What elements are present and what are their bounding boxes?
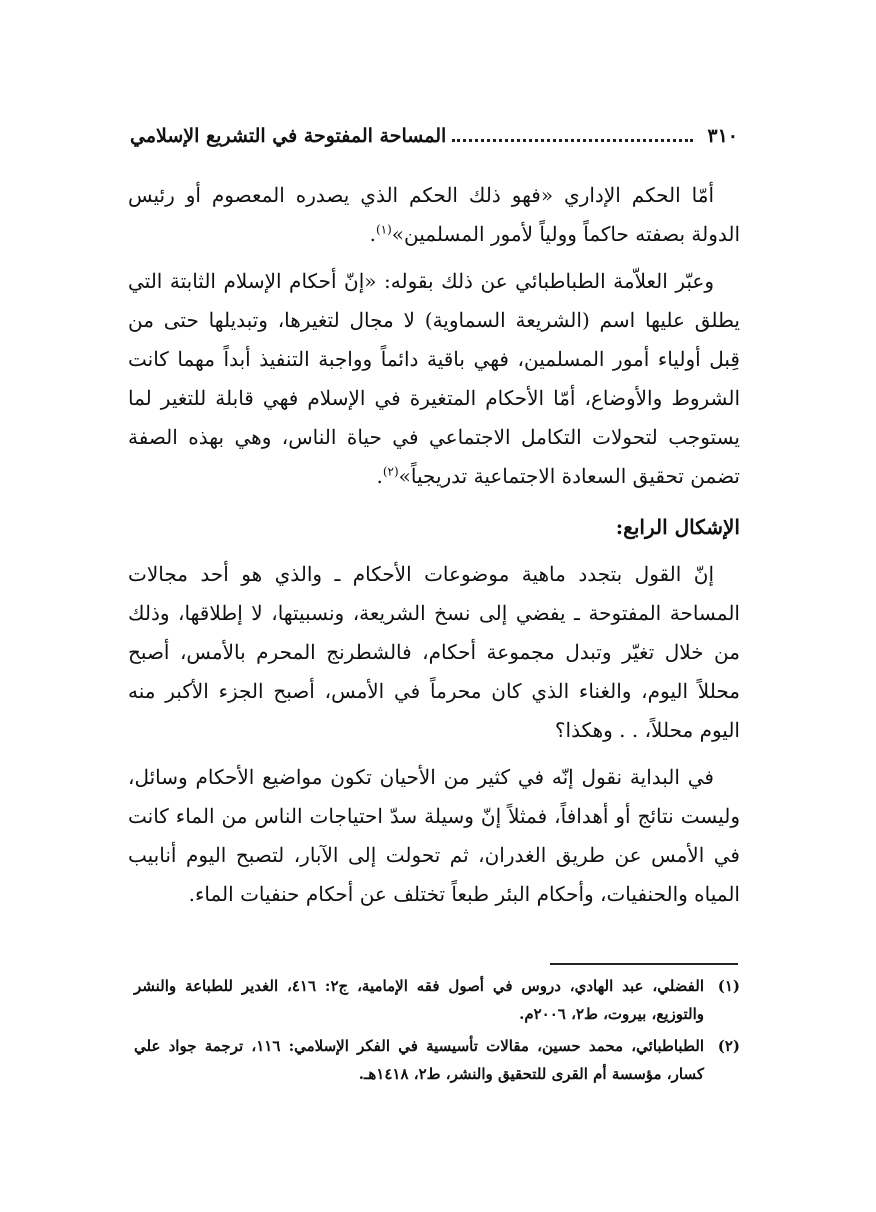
footnote-ref: (٢) <box>382 464 399 479</box>
paragraph: وعبّر العلاّمة الطباطبائي عن ذلك بقوله: «إنّ أحكام الإسلام الثابتة التي يطلق عليها اسم (الشريعة السماوية) لا مجال لتغيرها، وتبديلها حتى من قِبل أولياء أمور المسلمين، فهي باقية دائماً وواجبة التنفيذ أبداً مهما كانت الشروط والأوضاع، أمّا الأحكام المتغيرة في الإسلام فهي قابلة للتغير لما يستوجب لتحولات التكامل الاجتماعي في حياة الناس، وهي بهذه الصفة تضمن تحقيق السعادة الاجتماعية تدريجياً»$^{(٢)}$. <box>128 269 741 488</box>
section-heading: الإشكال الرابع: <box>615 515 740 539</box>
running-title: المساحة المفتوحة في التشريع الإسلامي <box>130 125 447 147</box>
footnote-text: الفضلي، عبد الهادي، دروس في أصول فقه الإمامية، ج٢: ٤١٦، الغدير للطباعة والنشر والتوزيع، بيروت، ط٢، ٢٠٠٦م. <box>134 977 704 1023</box>
paragraph: إنّ القول بتجدد ماهية موضوعات الأحكام ـ والذي هو أحد مجالات المساحة المفتوحة ـ يفضي إلى نسخ الشريعة، ونسبيتها، لا إطلاقها، وذلك من خلال تغيّر وتبدل مجموعة أحكام، فالشطرنج المحرم بالأمس، أصبح محللاً اليوم، والغناء الذي كان محرماً في الأمس، أصبح الجزء الأكبر منه اليوم محللاً، . . وهكذا؟ <box>128 562 740 742</box>
footnote-number: (١) <box>717 977 740 995</box>
footnote <box>134 1032 740 1088</box>
main-text <box>128 176 740 922</box>
footnote-separator <box>550 963 738 965</box>
footnote <box>134 972 740 1028</box>
running-header <box>130 118 738 154</box>
header-dot-leader <box>452 139 693 142</box>
footnote-number: (٢) <box>717 1037 740 1055</box>
paragraph: أمّا الحكم الإداري «فهو ذلك الحكم الذي يصدره المعصوم أو رئيس الدولة بصفته حاكماً وولياً لأمور المسلمين»$^{(١)}$. <box>128 183 740 246</box>
footnote-text: الطباطبائي، محمد حسين، مقالات تأسيسية في الفكر الإسلامي: ١١٦، ترجمة جواد علي كسار، مؤسسة أم القرى للتحقيق والنشر، ط٢، ١٤١٨هـ. <box>134 1037 704 1083</box>
footnotes <box>134 972 740 1092</box>
footnote-ref: (١) <box>375 222 392 237</box>
paragraph: في البداية نقول إنّه في كثير من الأحيان تكون مواضيع الأحكام وسائل، وليست نتائج أو أهدافاً، فمثلاً إنّ وسيلة سدّ احتياجات الناس من الماء كانت في الأمس عن طريق الغدران، ثم تحولت إلى الآبار، لتصبح اليوم أنابيب المياه والحنفيات، وأحكام البئر طبعاً تختلف عن أحكام حنفيات الماء. <box>128 765 740 906</box>
page-number: ٣١٠ <box>707 125 738 147</box>
